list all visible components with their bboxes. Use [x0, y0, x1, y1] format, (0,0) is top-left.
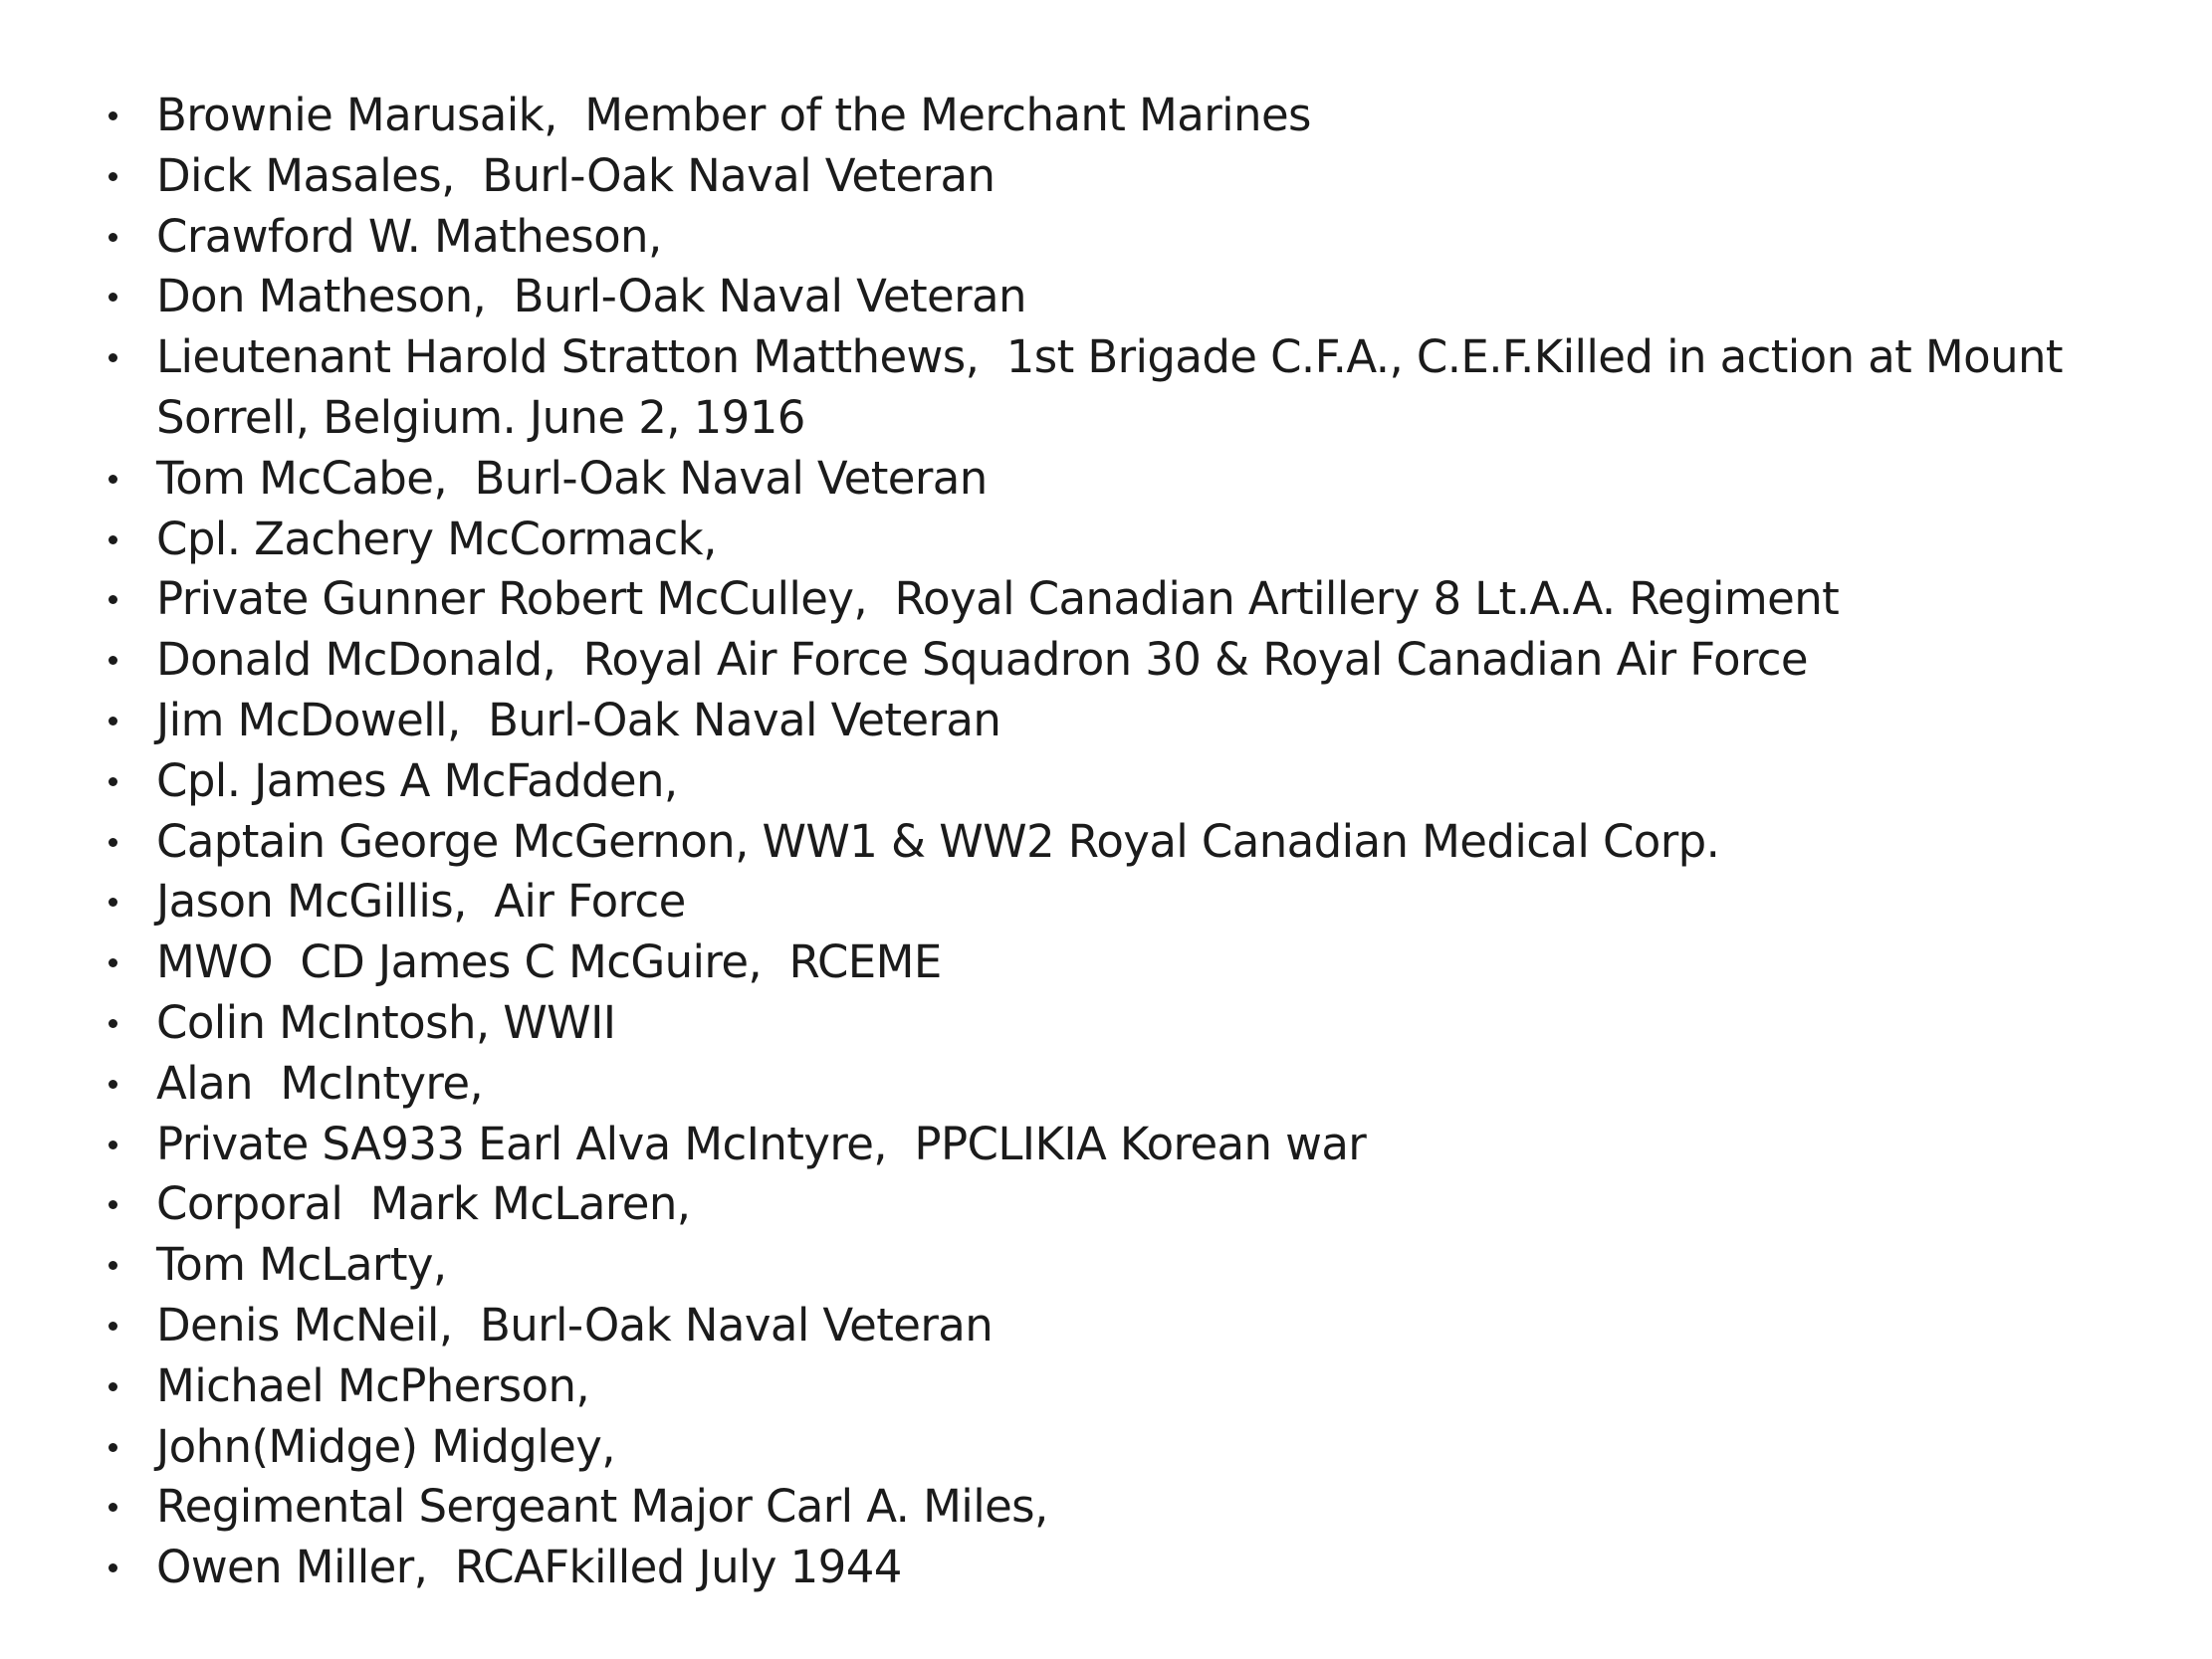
list-item [104, 993, 2104, 1054]
list-item-text: Tom McLarty, [156, 1238, 447, 1292]
list-item-text: Cpl. James A McFadden, [156, 753, 678, 807]
list-item [104, 1417, 2104, 1478]
list-item [104, 86, 2104, 146]
list-item [104, 267, 2104, 327]
list-item [104, 630, 2104, 691]
list-item-text: Owen Miller, RCAFkilled July 1944 [156, 1541, 902, 1594]
list-item-text: Jim McDowell, Burl-Oak Naval Veteran [156, 693, 1001, 746]
list-item [104, 1054, 2104, 1115]
list-item [104, 872, 2104, 933]
list-item [104, 1115, 2104, 1175]
list-item [104, 1235, 2104, 1296]
list-item-text: Michael McPherson, [156, 1358, 590, 1412]
bullet-icon [109, 898, 117, 907]
list-item [104, 1174, 2104, 1235]
list-item [104, 933, 2104, 993]
bullet-icon [109, 1322, 117, 1331]
bullet-icon [109, 1019, 117, 1028]
list-item [104, 327, 2104, 449]
list-item-text: Denis McNeil, Burl-Oak Naval Veteran [156, 1298, 994, 1351]
bullet-icon [109, 777, 117, 786]
list-item-text: MWO CD James C McGuire, RCEME [156, 935, 942, 989]
list-item-text: Donald McDonald, Royal Air Force Squadron 30 & Royal Canadian Air Force [156, 633, 1809, 687]
list-item-text: Captain George McGernon, WW1 & WW2 Royal Canadian Medical Corp. [156, 814, 1720, 868]
list-item [104, 691, 2104, 751]
list-item-text: Lieutenant Harold Stratton Matthews, 1st Brigade C.F.A., C.E.F.Killed in action at Mount Sorrell, Belgium. June 2, 1916 [156, 330, 2077, 444]
list-item-text: Cpl. Zachery McCormack, [156, 512, 717, 565]
bullet-icon [109, 353, 117, 362]
bullet-icon [109, 1261, 117, 1270]
bullet-icon [109, 1382, 117, 1391]
bullet-icon [109, 838, 117, 847]
list-item [104, 1477, 2104, 1538]
bullet-icon [109, 656, 117, 665]
list-item [104, 510, 2104, 570]
list-item-text: Private Gunner Robert McCulley, Royal Canadian Artillery 8 Lt.A.A. Regiment [156, 572, 1840, 626]
bullet-icon [109, 1443, 117, 1452]
list-item-text: Private SA933 Earl Alva McIntyre, PPCLIKIA Korean war [156, 1117, 1367, 1170]
list-item-text: Corporal Mark McLaren, [156, 1177, 691, 1231]
veterans-list [104, 86, 2104, 1598]
list-item [104, 569, 2104, 630]
list-item [104, 812, 2104, 873]
list-item-text: Don Matheson, Burl-Oak Naval Veteran [156, 270, 1026, 323]
list-item-text: John(Midge) Midgley, [156, 1419, 615, 1473]
list-item [104, 146, 2104, 207]
list-item [104, 1538, 2104, 1598]
bullet-icon [109, 1503, 117, 1512]
bullet-icon [109, 293, 117, 302]
list-item [104, 207, 2104, 268]
bullet-icon [109, 595, 117, 604]
list-item-text: Crawford W. Matheson, [156, 209, 662, 263]
bullet-icon [109, 1080, 117, 1089]
list-item-text: Jason McGillis, Air Force [156, 875, 686, 929]
list-item [104, 1356, 2104, 1417]
bullet-icon [109, 1141, 117, 1149]
bullet-icon [109, 233, 117, 242]
bullet-icon [109, 111, 117, 120]
list-item-text: Alan McIntyre, [156, 1056, 484, 1110]
list-item-text: Regimental Sergeant Major Carl A. Miles, [156, 1480, 1048, 1534]
bullet-icon [109, 1563, 117, 1572]
bullet-icon [109, 1200, 117, 1209]
list-item [104, 449, 2104, 510]
list-item [104, 1296, 2104, 1356]
list-item-text: Colin McIntosh, WWII [156, 995, 616, 1049]
bullet-icon [109, 717, 117, 726]
list-item-text: Tom McCabe, Burl-Oak Naval Veteran [156, 451, 988, 505]
bullet-icon [109, 172, 117, 181]
bullet-icon [109, 535, 117, 544]
bullet-icon [109, 958, 117, 967]
list-item-text: Brownie Marusaik, Member of the Merchant Marines [156, 89, 1311, 141]
list-item-text: Dick Masales, Burl-Oak Naval Veteran [156, 148, 995, 202]
bullet-icon [109, 475, 117, 484]
list-item [104, 751, 2104, 812]
